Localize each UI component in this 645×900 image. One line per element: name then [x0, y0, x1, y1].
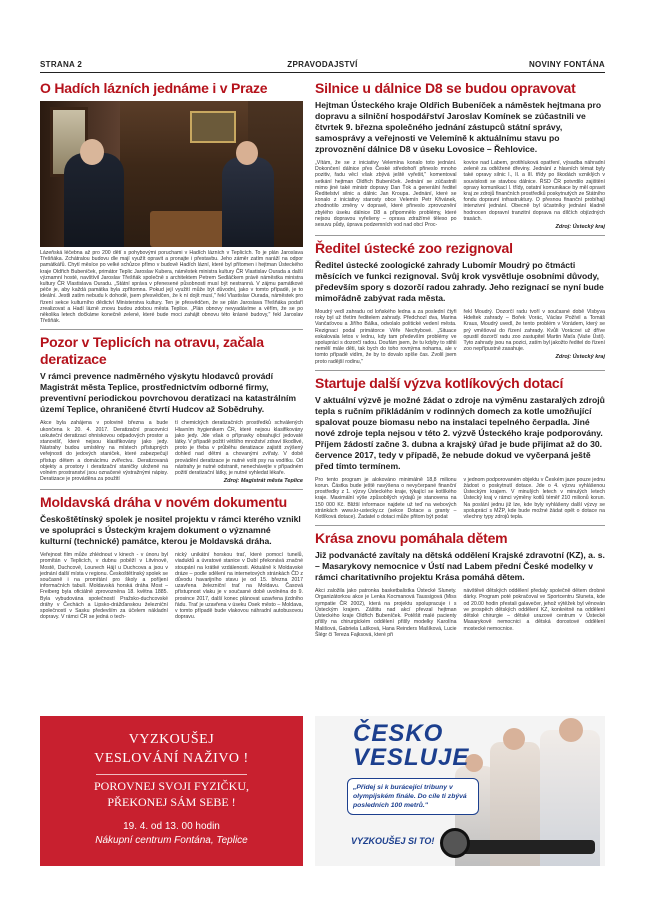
article-hadi-lazne-title: O Hadích lázních jednáme i v Praze	[40, 80, 268, 96]
rowing-machine-flywheel	[440, 828, 470, 858]
page-number: STRANA 2	[40, 60, 83, 69]
article-zoo-title: Ředitel ústecké zoo rezignoval	[315, 240, 513, 257]
divider	[315, 525, 605, 526]
cesko-vesluje-logo: ČESKO VESLUJE	[353, 720, 470, 771]
article-d8-col2: kovice nad Labem, protihluková opatření, výsadba náhradní zeleně za odtěžené dřeviny. Jednání z hlavních témat byly také opravy silnic I., II. a III. třídy po škodách vzniklých v souvislosti se stavbou dálnice. ŘSD ČR potvrdilo zajištění opravy komunikací I. třídy, ostatní komunikace by měl opravit kraj ze zdrojů finančních prostředků poskytnutých ze Státního fondu dopravní infrastruktury. O přesnou finanční probíhají intenzivní jednání. Obecně byl účastníky jednání kladně hodnocen dopravní tranzitní doprava na dílčích objízdných trasách.	[463, 160, 605, 222]
article-deratizace-col1: Akce byla zahájena v polovině března a bude ukončena k 20. 4. 2017. Deratizační pracovníci uskuteční deratizaci ohniskovou odpadových prostor a stanovišť, které nejsou klasifikovány jako jedy. Nástrahy budou umístěny na místech přístupných veřejnosti do jedových staniček, které zabezpečují přístup dětem a domácímu zvířectvu. Deratizovaná objekty a prostory i deratizační staničky uložené na volném prostranství jsou označené výstražnými nápisy. Deratizace je prováděna za použití	[40, 420, 168, 483]
article-krasa-title: Krása znovu pomáhala dětem	[315, 530, 508, 547]
header-rule	[40, 72, 605, 73]
article-d8-body	[315, 160, 605, 230]
newspaper-name: NOVINY FONTÁNA	[528, 60, 605, 69]
article-kotliky-body	[315, 477, 605, 520]
meeting-photo	[40, 101, 303, 247]
article-kotliky-lead: V aktuální výzvě je možné žádat o zdroje na výměnu zastaralých zdrojů tepla s ručním přikládáním v rodinných domech za kotle umožňující spalovat pouze biomasu nebo na instalaci tepelného čerpadla. Jiné nové zdroje tepla nejsou v této 2. výzvě Ústeckého kraje podporovány. Příjem žádostí začne 3. dubna a krajský úřad je bude přijímat až do 30. července 2017, tedy v případě, že nebude dokud ve vyčerpaná ještě před tímto termínem.	[315, 394, 605, 471]
article-zoo-col1: Moudrý vedl zahradu od loňského ledna a za poslední čtyři roky byl už třetím ředitelem zahrady. Předchozí dva, Marina Vančaťovou a Jiřího Bálka, odvolalo politické vedení města. Rezignaci podal primátorce Věře Nechybové. „Situace eskalovala letos v lednu, kdy tam především problémy ve spolupráci s dozorčí radou. Doufám jsem, že tu kdyby to stihli nemělí mále děti, tak bych do toho rovnýma nohama, ale v tomto případě vidím, že by to dovalo spíše čas. Zvolil jsem proto radější rodinu,"	[315, 309, 457, 365]
ad-place: Nákupní centrum Fontána, Teplice	[95, 835, 248, 846]
article-deratizace-lead: V rámci prevence nadměrného výskytu hlodavců provádí Magistrát města Teplice, prostřednictvím odborné firmy, preventivní periodickou povrchovou deratizaci na katastrálním území Teplice, ohraničené čtvrtí Hudcov až Sobědruhy.	[40, 371, 296, 415]
article-zoo-lead: Ředitel ústecké zoologické zahrady Lubomír Moudrý po čtmácti měsících ve funkci rezignoval. Svůj krok vysvětluje osobními důvody, především spory s dozorčí radou zahrady. Jeho rezignací se nyní bude mimořádně zabývat rada města.	[315, 260, 604, 304]
article-kotliky-col2: v jednom podporovaném objektu v Českém jaze pouze jednu žádost o poskytnutí dotace. Jde o 4. výzvu vyhlášenou Ústeckým krajem. V minulých letech v minulých letech Ústecký kraj v rámci výměny kotlů téměř 210 milionů korun. Na poslání jednu již lze, kde byly vyhlášeny další výzvy se spoluprácí s MŽP, kde bude možné žádat opět o dotace na všechny typy zdrojů tepla.	[463, 476, 605, 521]
article-d8-source: Zdroj: Ústecký kraj	[555, 224, 605, 231]
ad-quote-bubble: „Přidej si k burácející tribuny v olympijském finále. Do cíle ti zbývá posledních 100 metrů."	[347, 778, 479, 815]
article-deratizace-source: Zdroj: Magistrát města Teplice	[223, 478, 303, 485]
article-d8-col1: „Vítám, že se z iniciativy Velemína konalo toto jednání. Dokončení dálnice přes České středohoří přineslo mnoho pozitiv, řadu věcí však zbývá ještě vyřešit," komentoval setkání hejtman Oldřich Bubeníček. Jednání se zúčastnili mimo jiné také ministr dopravy Dan Ťok a generální ředitel Ředitelství silnic a dálnic Jan Kroupa. Jednání, které se konalo z iniciativy starosty obce Velemín Petr Křivánek, zhodnotilo změny v dopravě, které přineslo zprovoznění zbylého úseku dálnice D8 a připomnělo problémy, které nejsou dopravou vyřešeny – oprava zdražírné těleso po sesuvu půdy, úprava podzemních vod nad obcí Proc-	[315, 160, 457, 229]
section-name: ZPRAVODAJSTVÍ	[287, 60, 358, 69]
article-krasa-lead: Již podvanácté zavítaly na dětská oddělení Krajské zdravotní (KZ), a. s. – Masarykovy nemocnice v Ústí nad Labem přední České modelky v rámci charitativního projektu Krása pomáhá dětem.	[315, 550, 605, 583]
article-moldavska-col1: Veřejnost film může zhlédnout v kinech - v únoru byl promítán v Teplicích, v dubnu poběží v Litvínově, Mostě, Duchcově, Lounech Hájí u Duchcova a jsou v jednání další místa v regionu. Českoštětínský spolek se současně i na promítání pro školy a poříjení informačních tabulí. Moldavská horská dráha Most – Freiberg byla oficiálně zprovozněna 18. května 1885. Byla vybudována společností Pražsko-duchcovské dráhy v Čechách a Lipsko-drážďanskou železniční společností v Sasku především za účelem nákladní dopravy. V rámci ČR se jedná o tech-	[40, 552, 168, 621]
article-kotliky-col1: Pro tento program je alokováno minimálně 18,8 milionu korun. Částka bude ještě navýšena o nevyčerpané finanční prostředky z 1. výzvy Ústeckého kraje, týkající se kotlíkého kraje. Maximální výše způsobilých výdajů je stanovena na 150 000 Kč. Bližší informace najdete už teď na webových stránkách www.kr-ustecky.cz (sekce Dotace a granty – Kotlíková dotace). Žadatel o dotaci může přitom být podat	[315, 476, 457, 521]
article-moldavska-body	[40, 552, 303, 620]
divider	[40, 329, 303, 330]
ad-divider	[96, 774, 247, 775]
article-moldavska-title: Moldavská dráha v novém dokumentu	[40, 494, 288, 511]
article-krasa-body	[315, 588, 605, 638]
article-deratizace-body	[40, 420, 303, 484]
article-deratizace-title: Pozor v Teplicích na otravu, začala deratizace	[40, 334, 264, 368]
ad-cesko-vesluje-panel	[315, 716, 605, 866]
article-zoo-col2: řekl Moudrý. Dozorčí radu tvoří v současné době Vlsbyva Hdeltek zahrady – Bořek Vorác, Václav Požívil a Tomáš Kraus, Moudrý uvedl, že tento problém v Vorádem, který se prý vměšoval do řízení zahrady. Kvůli Vorácovi už dříve opustil dozorčí radu zoo zastupitel Martin Maťa (Vaše Ústí). Tyto zahrady jsou na pozici, zatím byl jakožto ředitel do řízení zoo nepřípustně zasahuje.	[463, 309, 605, 353]
article-kotliky-title: Startuje další výzva kotlíkových dotací	[315, 374, 564, 391]
ad-date-place	[40, 820, 303, 848]
ad-date: 19. 4. od 13. 00 hodin	[123, 821, 220, 832]
article-krasa-col2: návštěvě dětských oddělení předaly společně dětem drobné dárky. Program poté pokračoval ve Sportcentru Sluneta, kde od 20.00 hodin přestali galavečer, jehož výtěžek byl věnován ve prospěch dětských oddělení KZ, konkrétně na oddělení dětské chirurgie – dětské urazové centrum v Ústecké Masarykově nemocnici a dětská dorostové oddělení mostecké nemocnice.	[463, 588, 605, 632]
ad-call-to-action: VYZKOUŠEJ SI TO!	[351, 836, 435, 846]
right-column	[315, 80, 605, 638]
article-moldavska-col2: nický unikátní horskou trať, které pomocí tunelů, viaduktů a úvratové stanice v Dubí překonává značné stoupání na krátké vzdálenosti. Aktuálně k Moldavské dráze – podle sdělení na internetových stránkách ČD z důvodu havarijního stavu je od 15. března 2017 uzavřena železniční trať na Moldavu. Časová přístupnost vlaku je v současné době uvolněna do 9. prosince 2017, další konec plánovat uzavřena jízdního řádu. Trať je uzavřena v úseku Osek město – Moldava, v tomto případě bude vlakovou náhradní autobusovou dopravu.	[175, 552, 303, 621]
article-krasa-col1: Akci založila jako patronka basketbalistka Ústecké Slunety. Organizátorkou akce je Lenka Kocmanová Taussigová (Miss sympatie ČR 2002), která na projektu spolupracuje i s Ústeckým krajem. Záštitu nad akcí převzal hejtman Ústeckého kraje Oldřich Bubeníček. Potěšit malé pacienty přišly na chirurgickém oddělení přišly modelky Karolína Mališová, Gabriela Lašková, Hana Reinders Mašíková, Lucie Šlégr či Tereza Fajksová, které při	[315, 588, 457, 638]
ad-event-panel	[40, 716, 303, 866]
divider	[315, 370, 605, 371]
ad-headline: VYZKOUŠEJ VESLOVÁNÍ NAŽIVO !	[94, 732, 249, 766]
article-d8-lead: Hejtman Ústeckého kraje Oldřich Bubeníček a náměstek hejtmana pro dopravu a silniční hospodářství Jaroslav Komínek se zúčastnili ve čtvrtek 9. března společného jednání zástupců státní správy, samosprávy a veřejnosti ve Velemíně k aktuálnímu stavu po zprovoznění dálnice D8 v úseku Lovosice – Řehlovice.	[315, 100, 602, 154]
left-column	[40, 80, 303, 621]
divider	[40, 489, 303, 490]
article-moldavska-lead: Českoštětínský spolek je nositel projektu v rámci kterého vznikl ve spolupráci s Ústeckým krajem dokument o významné kulturní (technické) památce, kterou je Moldavská dráha.	[40, 514, 301, 547]
rowing-advertisement	[40, 716, 605, 866]
divider	[315, 235, 605, 236]
ad-subheadline: POROVNEJ SVOJI FYZIČKU, PŘEKONEJ SÁM SEBE !	[93, 779, 249, 809]
article-zoo-source: Zdroj: Ústecký kraj	[555, 354, 605, 361]
article-zoo-body	[315, 309, 605, 365]
article-deratizace-col2: tí chemických deratizačních prostředků schválených Hlavním hygienikem ČR, které nejsou klasifikovány jako jedy. Jde však o přípravky obsahující jedovaté látky. V případě požití většího množství zdraví škodlivé, proto je třeba v průběhu deratizace zajistit zvýšený dohled nad dětmi a chovanými zvířaty. V době provádění deratizace je nutné volit psy na vodítku. Od nástrahy je nutné odstranit, nenechávejte v případném požití deratizační látky, je nutné vyhledat lékaře.	[175, 420, 303, 477]
article-hadi-lazne-body: Lázeňská léčebna až pro 200 dětí s pohybovými poruchami v Hadích lázních v Teplicích. To je plán Jaroslava Třešňáka. Zchátralou budovu dle mají využít opravit a pronajte i přestavbu. Jeho záměr zatím naráží na odpor památkářů. Chytí měsíce po velké schůzce přímo v budově Hadích lázní, které byl přítomen i hejtman Ústeckého kraje Oldřich Bubeníček, primátor Teplic Jaroslav Kubera, náměstek ministra kultury ČR Vlastislav Ourada a další významní hosté, navštívil Jaroslav Třešňák společně s architektem Petrem Sedláčkem právě náměstka ministra kultury ČR Vlastislava Ouradu. „Státní správa v přenesené působnosti musí být nestranná. V zájmu památkové péče je, aby každá památka byla zpřítomna. Pokud její využití může být důvodní, jako v tomto případě, je to ideální. Jestli zatím nebudu k dohodě, jsem přesvědčen, že k ní dojít musí," řekl Vlastislav Ourada, náměstek pro řízení sekce kulturního dědictví Ministerstva kultury. Ten je přesvědčen, že se plán Jaroslava Třešňáka podaří zrealizovat a Hadí lázně znovu budou zdobou města Teplice. „Plán obnovy nevyadávíme a věřím, že se po několika letech dočkáme konečně zelené, které bude moci zahájit obnovu této krásné budovy," řekl Jaroslav Třešňák.	[40, 250, 303, 325]
article-d8-title: Silnice u dálnice D8 se budou opravovat	[315, 80, 576, 96]
